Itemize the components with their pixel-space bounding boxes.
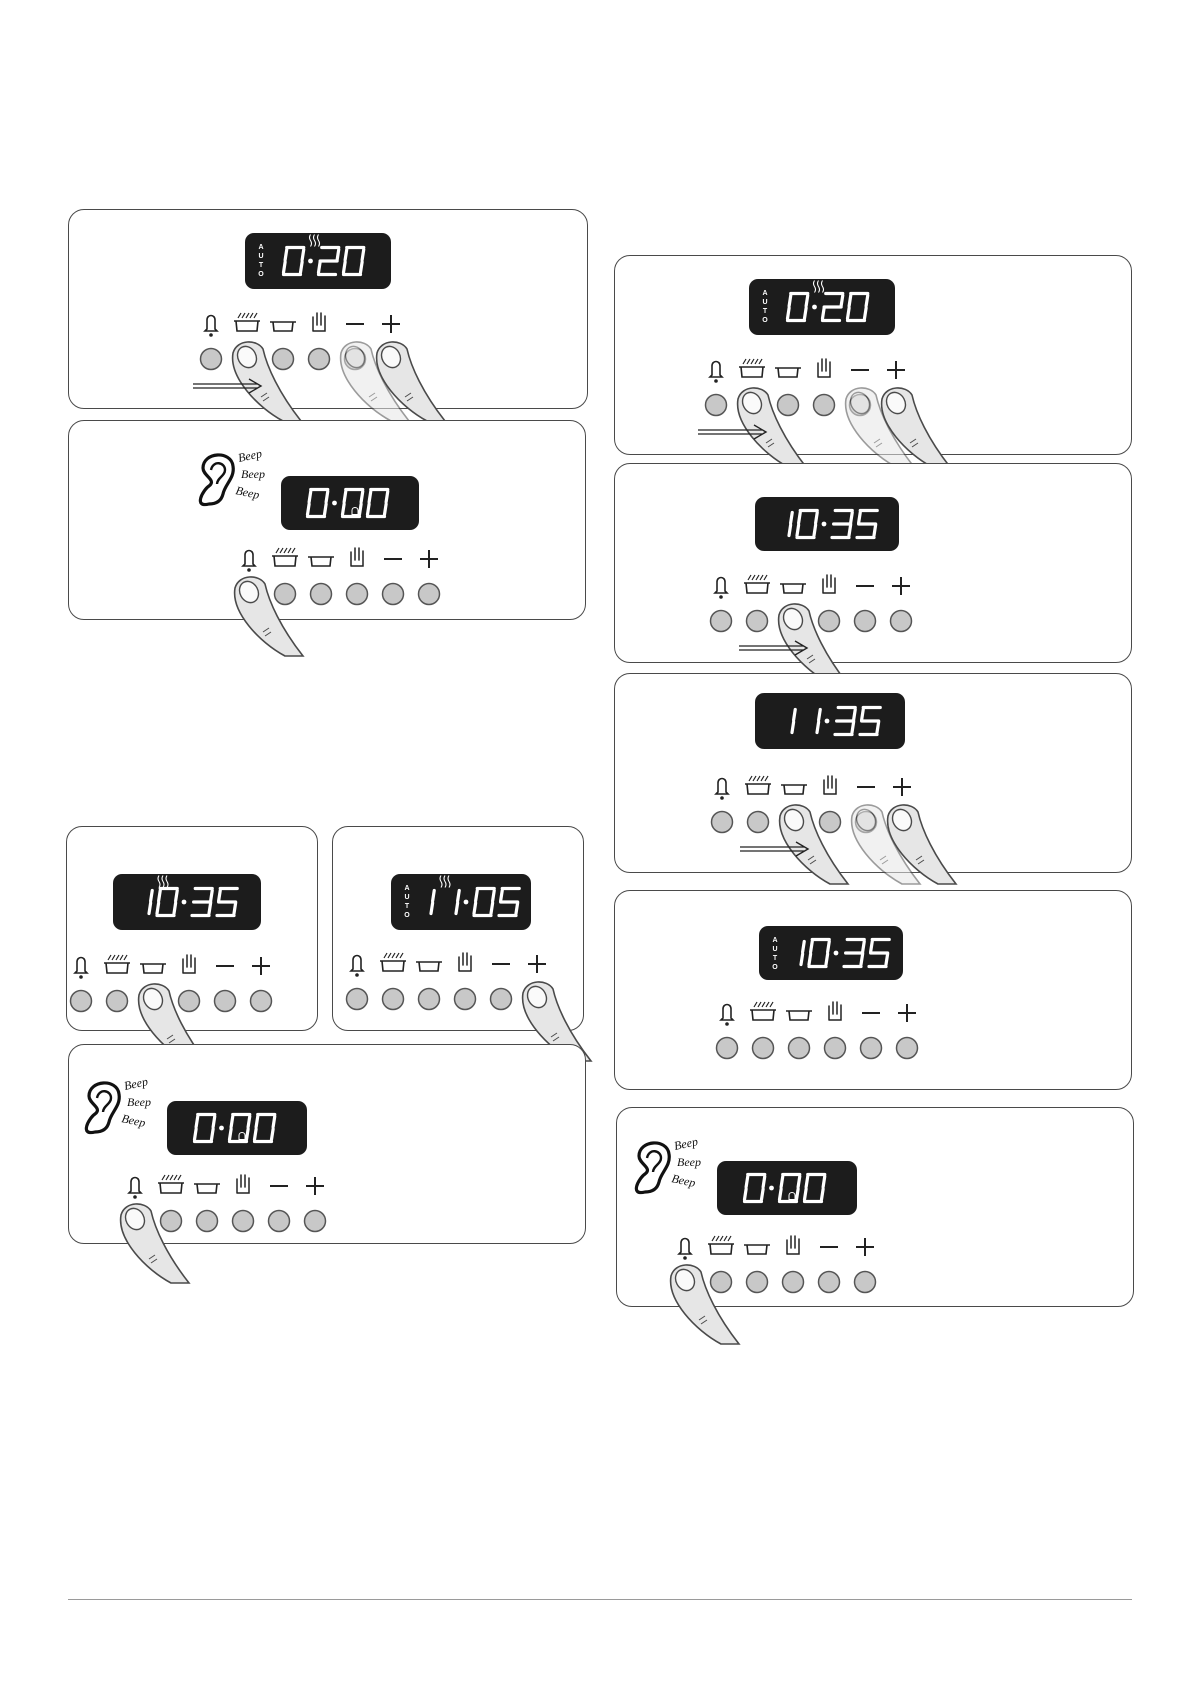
- grill-icon: [234, 313, 260, 331]
- hand-icon: [237, 1175, 249, 1193]
- lcd-display: [755, 693, 905, 749]
- ear-icon: [86, 1083, 119, 1133]
- hand-icon: [183, 955, 195, 973]
- hand-icon: [787, 1236, 799, 1254]
- control-button-1[interactable]: [201, 349, 222, 370]
- lcd-display: [755, 497, 899, 551]
- beep-label: Beep: [120, 1111, 147, 1130]
- control-button-6[interactable]: [855, 1272, 876, 1293]
- panel-illustration: [617, 1108, 1135, 1308]
- hand-icon: [829, 1002, 841, 1020]
- oven-dish-icon: [744, 1245, 770, 1254]
- auto-indicator: U: [772, 946, 778, 953]
- bell-icon: [205, 316, 217, 337]
- control-button-5[interactable]: [491, 989, 512, 1010]
- panel-illustration: [615, 256, 1133, 456]
- lcd-display: [245, 233, 391, 289]
- plus-icon: [528, 955, 546, 973]
- beep-label: Beep: [241, 467, 265, 481]
- step-panel-alarm-beep: [68, 1044, 586, 1244]
- control-button-6[interactable]: [251, 991, 272, 1012]
- control-button-4[interactable]: [783, 1272, 804, 1293]
- auto-indicator: A: [772, 937, 778, 944]
- control-button-4[interactable]: [233, 1211, 254, 1232]
- control-button-3[interactable]: [311, 584, 332, 605]
- control-button-4[interactable]: [820, 812, 841, 833]
- bell-icon: [721, 1005, 733, 1026]
- oven-dish-icon: [308, 557, 334, 566]
- control-button-5[interactable]: [215, 991, 236, 1012]
- plus-icon: [382, 315, 400, 333]
- plus-icon: [252, 957, 270, 975]
- bell-icon: [716, 779, 728, 800]
- step-panel-alarm-beep: [68, 420, 586, 620]
- oven-dish-icon: [780, 584, 806, 593]
- auto-indicator: U: [258, 253, 264, 260]
- lcd-display: [717, 1161, 857, 1215]
- control-button-5[interactable]: [383, 584, 404, 605]
- oven-dish-icon: [140, 964, 166, 973]
- step-panel-set-start-time: [66, 826, 318, 1031]
- control-button-5[interactable]: [861, 1038, 882, 1059]
- control-button-3[interactable]: [778, 395, 799, 416]
- plus-icon: [898, 1004, 916, 1022]
- bell-icon: [243, 551, 255, 572]
- step-panel-end-time: [614, 463, 1132, 663]
- beep-label: Beep: [677, 1155, 701, 1169]
- control-button-4[interactable]: [814, 395, 835, 416]
- step-panel-cook-time: [614, 255, 1132, 455]
- footer-rule: [68, 1599, 1132, 1600]
- panel-illustration: [69, 421, 587, 621]
- hand-icon: [351, 548, 363, 566]
- plus-icon: [887, 361, 905, 379]
- control-button-5[interactable]: [269, 1211, 290, 1232]
- hand-icon: [824, 776, 836, 794]
- auto-indicator: T: [404, 903, 410, 910]
- bell-icon: [129, 1178, 141, 1199]
- lcd-display: [759, 926, 903, 980]
- grill-icon: [750, 1002, 776, 1020]
- hand-icon: [459, 953, 471, 971]
- control-button-3[interactable]: [419, 989, 440, 1010]
- control-button-1[interactable]: [711, 611, 732, 632]
- beep-label: Beep: [670, 1171, 697, 1190]
- grill-icon: [158, 1175, 184, 1193]
- control-button-6[interactable]: [305, 1211, 326, 1232]
- plus-icon: [856, 1238, 874, 1256]
- step-panel-adjust-end-time: [614, 673, 1132, 873]
- lcd-display: [113, 874, 261, 930]
- step-panel-auto-set: [614, 890, 1132, 1090]
- panel-illustration: [615, 891, 1133, 1091]
- control-button-6[interactable]: [897, 1038, 918, 1059]
- oven-dish-icon: [786, 1011, 812, 1020]
- panel-illustration: [333, 827, 585, 1032]
- bell-icon: [351, 956, 363, 977]
- oven-dish-icon: [781, 785, 807, 794]
- bell-icon: [715, 578, 727, 599]
- auto-indicator: O: [258, 271, 264, 278]
- oven-dish-icon: [194, 1184, 220, 1193]
- grill-icon: [744, 575, 770, 593]
- control-button-3[interactable]: [747, 1272, 768, 1293]
- lcd-display: [167, 1101, 307, 1155]
- control-button-2[interactable]: [383, 989, 404, 1010]
- control-button-3[interactable]: [789, 1038, 810, 1059]
- auto-indicator: O: [762, 317, 768, 324]
- beep-label: Beep: [127, 1095, 151, 1109]
- auto-indicator: T: [258, 262, 264, 269]
- plus-icon: [892, 577, 910, 595]
- bell-icon: [75, 958, 87, 979]
- control-button-1[interactable]: [71, 991, 92, 1012]
- control-button-2[interactable]: [711, 1272, 732, 1293]
- control-button-2[interactable]: [275, 584, 296, 605]
- grill-icon: [272, 548, 298, 566]
- ear-icon: [200, 455, 233, 505]
- grill-icon: [708, 1236, 734, 1254]
- grill-icon: [745, 776, 771, 794]
- panel-illustration: [615, 674, 1133, 874]
- control-button-2[interactable]: [748, 812, 769, 833]
- beep-label: Beep: [236, 446, 264, 465]
- bell-icon: [679, 1239, 691, 1260]
- plus-icon: [306, 1177, 324, 1195]
- bell-icon: [710, 362, 722, 383]
- beep-label: Beep: [122, 1074, 150, 1093]
- beep-label: Beep: [234, 483, 261, 502]
- control-button-1[interactable]: [712, 812, 733, 833]
- auto-indicator: U: [404, 894, 410, 901]
- grill-icon: [104, 955, 130, 973]
- plus-icon: [420, 550, 438, 568]
- beep-label: Beep: [672, 1134, 700, 1153]
- auto-indicator: A: [258, 244, 264, 251]
- auto-indicator: U: [762, 299, 768, 306]
- control-button-3[interactable]: [197, 1211, 218, 1232]
- step-panel-stop-cook-time: [68, 209, 588, 409]
- oven-dish-icon: [416, 962, 442, 971]
- control-button-1[interactable]: [706, 395, 727, 416]
- control-button-4[interactable]: [455, 989, 476, 1010]
- lcd-display: [749, 279, 895, 335]
- control-button-1[interactable]: [347, 989, 368, 1010]
- hand-icon: [823, 575, 835, 593]
- oven-dish-icon: [270, 322, 296, 331]
- auto-indicator: O: [404, 912, 410, 919]
- control-button-2[interactable]: [753, 1038, 774, 1059]
- control-button-1[interactable]: [717, 1038, 738, 1059]
- control-button-4[interactable]: [347, 584, 368, 605]
- control-button-6[interactable]: [419, 584, 440, 605]
- control-button-4[interactable]: [819, 611, 840, 632]
- control-button-2[interactable]: [161, 1211, 182, 1232]
- auto-indicator: O: [772, 964, 778, 971]
- plus-icon: [893, 778, 911, 796]
- panel-illustration: [615, 464, 1133, 664]
- hand-icon: [818, 359, 830, 377]
- control-button-6[interactable]: [891, 611, 912, 632]
- step-panel-adjust-start-time: [332, 826, 584, 1031]
- step-panel-alarm-beep: [616, 1107, 1134, 1307]
- auto-indicator: A: [762, 290, 768, 297]
- auto-indicator: T: [762, 308, 768, 315]
- control-button-3[interactable]: [273, 349, 294, 370]
- lcd-display: [391, 874, 531, 930]
- grill-icon: [380, 953, 406, 971]
- grill-icon: [739, 359, 765, 377]
- control-button-2[interactable]: [107, 991, 128, 1012]
- hand-icon: [313, 313, 325, 331]
- control-button-4[interactable]: [309, 349, 330, 370]
- control-button-4[interactable]: [179, 991, 200, 1012]
- control-button-4[interactable]: [825, 1038, 846, 1059]
- control-button-5[interactable]: [855, 611, 876, 632]
- oven-dish-icon: [775, 368, 801, 377]
- control-button-2[interactable]: [747, 611, 768, 632]
- panel-illustration: [67, 827, 319, 1032]
- auto-indicator: T: [772, 955, 778, 962]
- lcd-display: [281, 476, 419, 530]
- auto-indicator: A: [404, 885, 410, 892]
- ear-icon: [636, 1143, 669, 1193]
- panel-illustration: [69, 1045, 587, 1245]
- panel-illustration: [69, 210, 589, 410]
- control-button-5[interactable]: [819, 1272, 840, 1293]
